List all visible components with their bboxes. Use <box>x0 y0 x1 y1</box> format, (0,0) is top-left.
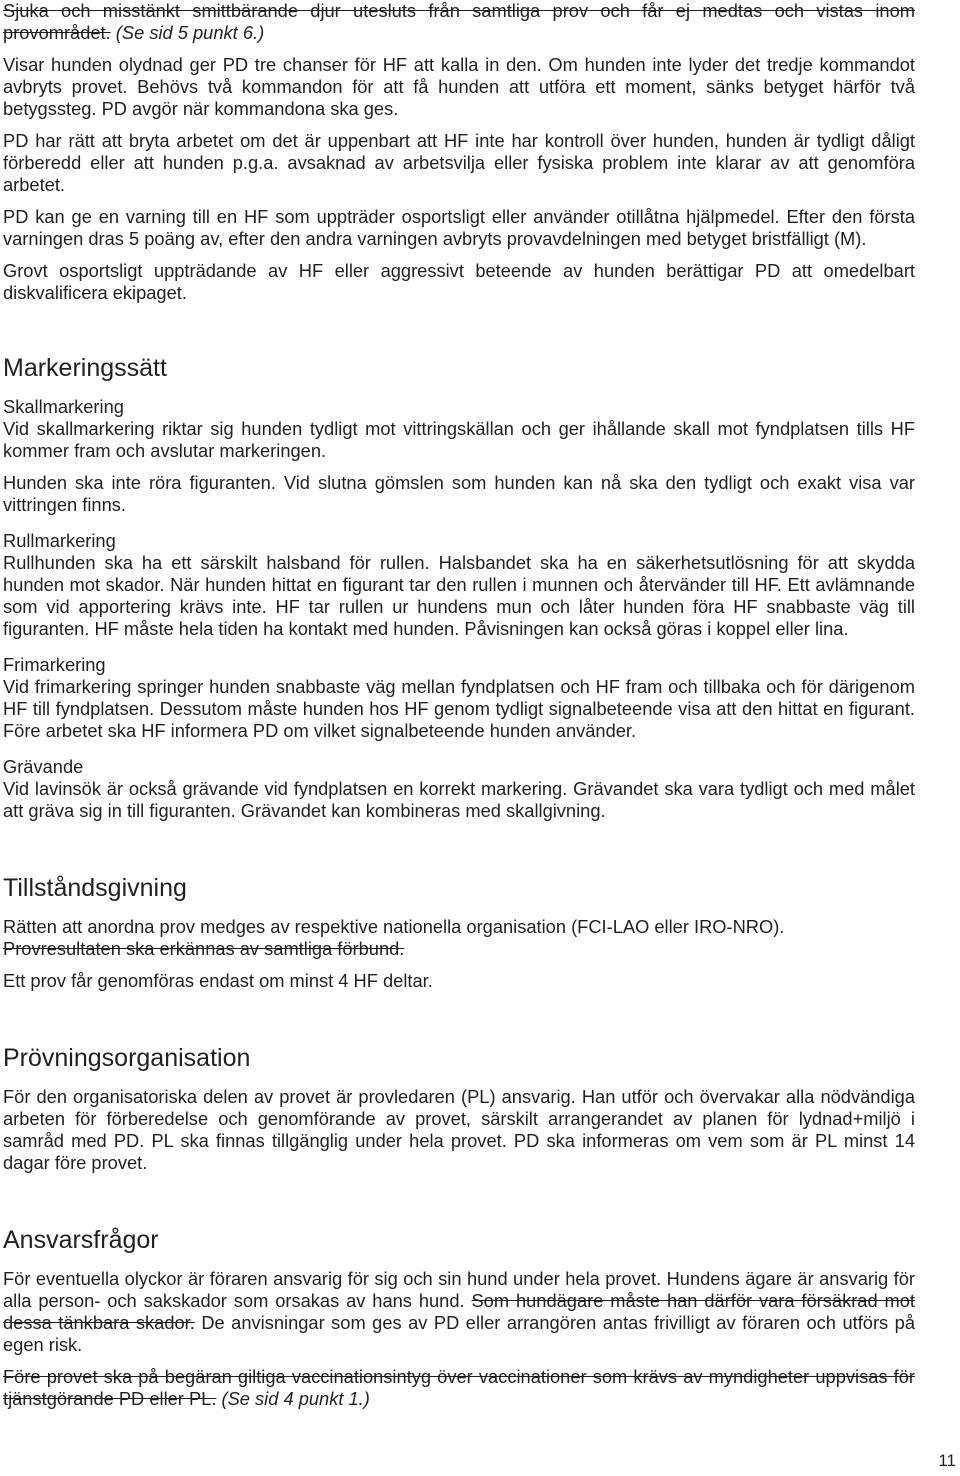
struck-text: Provresultaten ska erkännas av samtliga förbund. <box>3 938 405 959</box>
gravande-paragraph: Vid lavinsök är också grävande vid fyndplatsen en korrekt markering. Grävandet ska vara tydligt och med målet att gräva sig in till figuranten. Grävandet kan kombineras med skallgivning. <box>3 778 915 821</box>
ansvar-text-b: De anvisningar som ges av PD eller arrangören antas frivilligt av föraren och utförs på egen risk. <box>3 1312 915 1355</box>
section-heading-ansvarsfragor: Ansvarsfrågor <box>3 1226 159 1254</box>
ansvarsfragor-paragraph-2 <box>3 1366 915 1410</box>
intro-paragraph-2: Visar hunden olydnad ger PD tre chanser för HF att kalla in den. Om hunden inte lyder det tredje kommandot avbryts provet. Behövs två kommandon för att få hunden att utföra ett moment, sänks betyget härför två betygssteg. PD avgör när kommandona ska ges. <box>3 54 915 119</box>
provningsorganisation-paragraph: För den organisatoriska delen av provet är provledaren (PL) ansvarig. Han utför och övervakar alla nödvändiga arbeten för förberedelse och genomförande av provet, särskilt arrangerandet av planen för lydnad+miljö i samråd med PD. PL ska finnas tillgänglig under hela provet. PD ska informeras om vem som är PL minst 14 dagar före provet. <box>3 1086 915 1173</box>
subheading-gravande: Grävande <box>3 756 84 777</box>
struck-text: Sjuka och misstänkt smittbärande djur utesluts från samtliga prov och får ej medtas och vistas inom provområdet. <box>3 0 915 43</box>
struck-text: Före provet ska på begäran giltiga vaccinationsintyg över vaccinationer som krävs av myndigheter uppvisas för tjänstgörande PD eller PL. <box>3 1366 915 1409</box>
tillstand-text: Rätten att anordna prov medges av respektive nationella organisation (FCI-LAO eller IRO-NRO). <box>3 916 785 937</box>
intro-paragraph-3: PD har rätt att bryta arbetet om det är uppenbart att HF inte har kontroll över hunden, hunden är tydligt dåligt förberedd eller att hunden p.g.a. avsaknad av arbetsvilja eller fysiska problem inte klarar av att genomföra arbetet. <box>3 130 915 195</box>
intro-paragraph-5: Grovt osportsligt uppträdande av HF eller aggressivt beteende av hunden berättigar PD att omedelbart diskvalificera ekipaget. <box>3 260 915 303</box>
ansvar-text-a: För eventuella olyckor är föraren ansvarig för sig och sin hund under hela provet. Hundens ägare är ansvarig för alla person- och sakskador som orsakas av hans hund. <box>3 1268 915 1311</box>
tillstandsgivning-paragraph-1 <box>3 916 915 960</box>
page-content <box>3 0 915 1410</box>
struck-text: Som hundägare måste han därför vara försäkrad mot dessa tänkbara skador. <box>3 1290 915 1333</box>
cross-reference: (Se sid 5 punkt 6.) <box>110 22 265 43</box>
subheading-skallmarkering: Skallmarkering <box>3 396 124 417</box>
rullmarkering-paragraph: Rullhunden ska ha ett särskilt halsband för rullen. Halsbandet ska ha en säkerhetsutlösning för att skydda hunden mot skador. När hunden hittat en figurant tar den rullen i munnen och återvänder till HF. Ett avlämnande som vid apportering krävs inte. HF tar rullen ur hundens mun och låter hunden föra HF snabbaste väg till figuranten. HF måste hela tiden ha kontakt med hunden. Påvisningen kan också göras i koppel eller lina. <box>3 552 915 639</box>
section-heading-tillstandsgivning: Tillståndsgivning <box>3 874 187 902</box>
skallmarkering-paragraph-1: Vid skallmarkering riktar sig hunden tydligt mot vittringskällan och ger ihållande skall mot fyndplatsen tills HF kommer fram och avslutar markeringen. <box>3 418 915 461</box>
cross-reference: (Se sid 4 punkt 1.) <box>216 1388 370 1409</box>
ansvarsfragor-paragraph-1 <box>3 1268 915 1356</box>
section-heading-markeringssatt: Markeringssätt <box>3 354 167 382</box>
section-heading-provningsorganisation: Prövningsorganisation <box>3 1044 251 1072</box>
page-number: 11 <box>938 1451 956 1470</box>
subheading-frimarkering: Frimarkering <box>3 654 106 675</box>
tillstandsgivning-paragraph-2: Ett prov får genomföras endast om minst 4 HF deltar. <box>3 970 433 991</box>
skallmarkering-paragraph-2: Hunden ska inte röra figuranten. Vid slutna gömslen som hunden kan nå ska den tydligt och exakt visa var vittringen finns. <box>3 472 915 515</box>
intro-paragraph-4: PD kan ge en varning till en HF som uppträder osportsligt eller använder otillåtna hjälpmedel. Efter den första varningen dras 5 poäng av, efter den andra varningen avbryts provavdelningen med betyget bristfälligt (M). <box>3 206 915 249</box>
subheading-rullmarkering: Rullmarkering <box>3 530 116 551</box>
intro-paragraph-1 <box>3 0 915 44</box>
frimarkering-paragraph: Vid frimarkering springer hunden snabbaste väg mellan fyndplatsen och HF fram och tillbaka och för därigenom HF till fyndplatsen. Dessutom måste hunden hos HF genom tydligt signalbeteende visa att den hittat en figurant. Före arbetet ska HF informera PD om vilket signalbeteende hunden använder. <box>3 676 915 741</box>
